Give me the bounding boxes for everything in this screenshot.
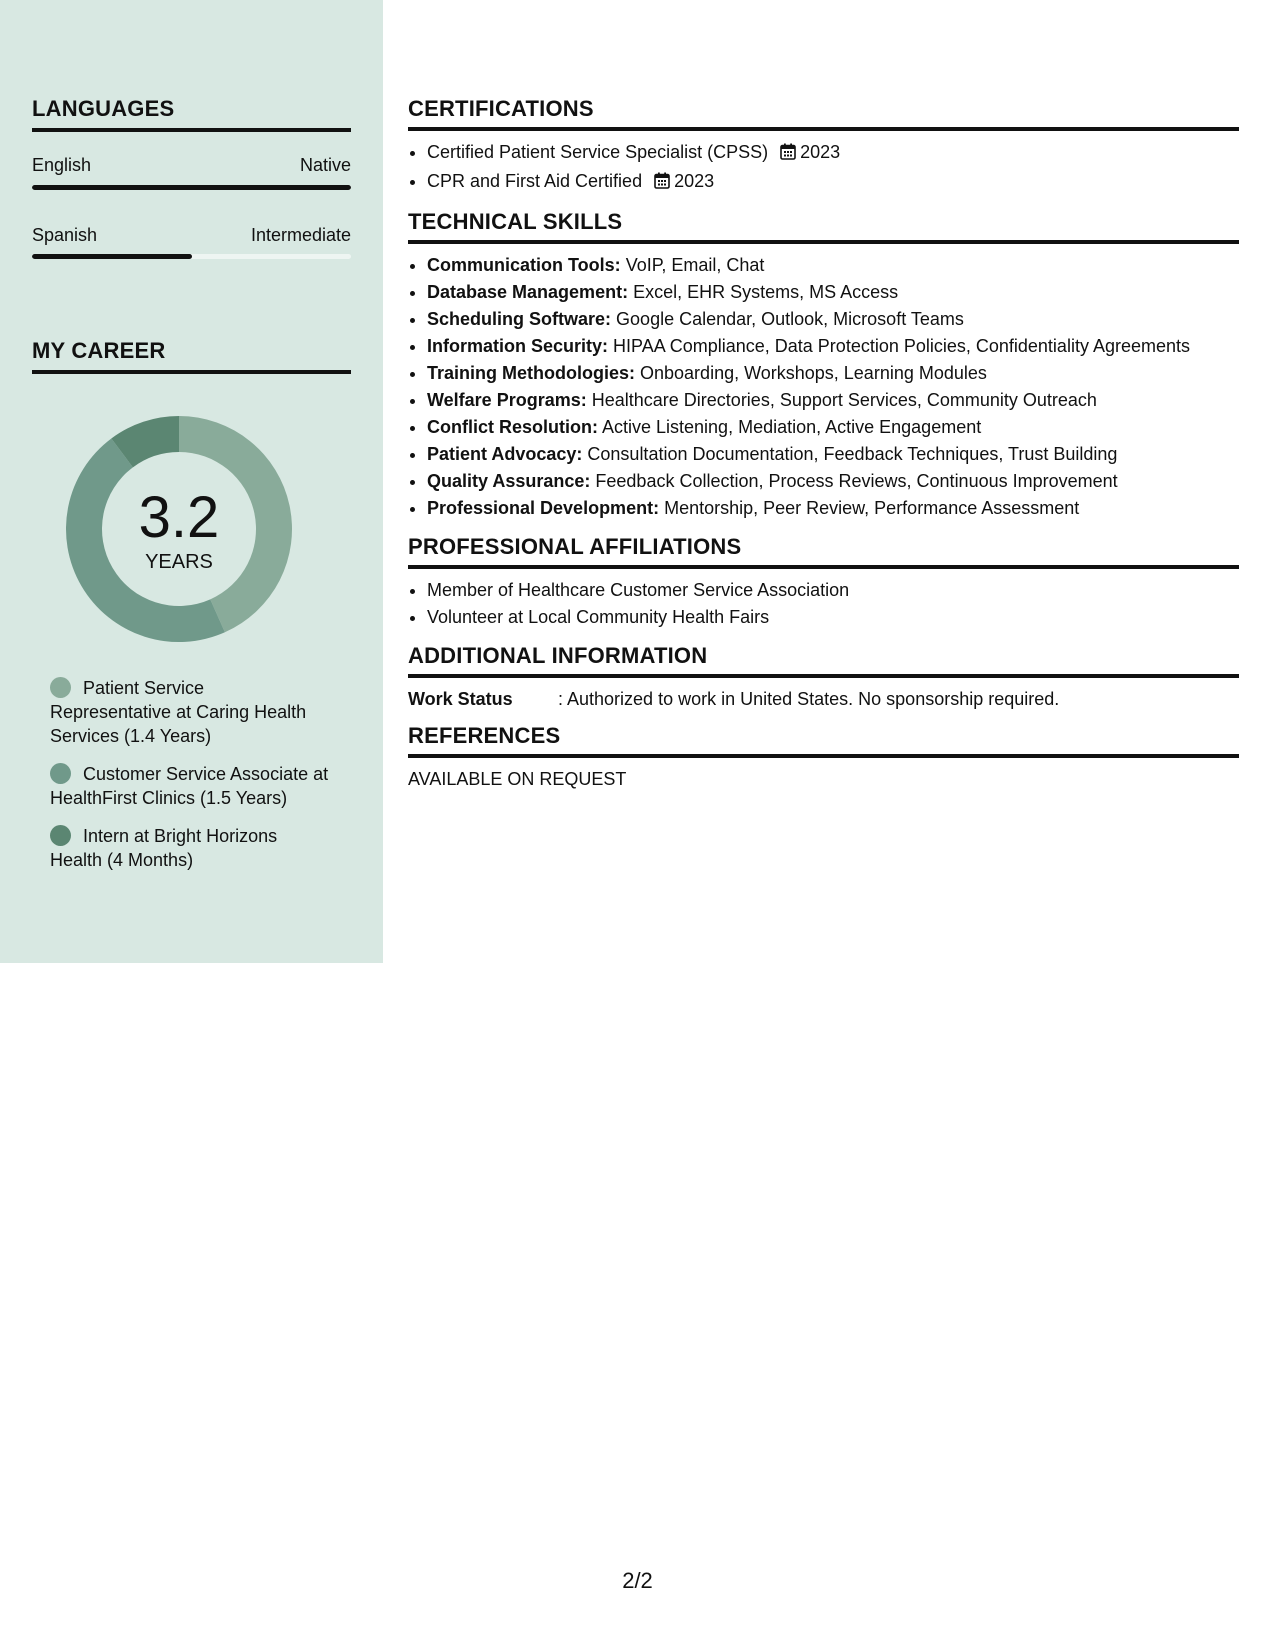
skill-item	[427, 360, 1239, 387]
work-status-value: : Authorized to work in United States. No sponsorship required.	[558, 689, 1060, 709]
skill-category: Training Methodologies:	[427, 363, 635, 383]
language-level: Intermediate	[250, 225, 351, 245]
career-legend-label: Customer Service Associate at HealthFirst Clinics (1.5 Years)	[50, 764, 329, 808]
skill-item	[427, 468, 1239, 495]
certification-name: Certified Patient Service Specialist (CPSS)	[427, 142, 769, 162]
career-total-value: 3.2	[138, 484, 220, 550]
skill-category: Quality Assurance:	[427, 471, 591, 491]
skill-values: HIPAA Compliance, Data Protection Policies, Confidentiality Agreements	[613, 336, 1190, 356]
legend-dot	[50, 825, 71, 846]
career-legend-item	[50, 762, 330, 810]
certification-item	[427, 139, 1239, 168]
skill-item	[427, 441, 1239, 468]
language-bar-fill	[32, 185, 351, 190]
career-donut-center	[66, 416, 292, 642]
skill-category: Conflict Resolution:	[427, 417, 598, 437]
skill-category: Professional Development:	[427, 498, 660, 518]
certification-year: 2023	[674, 171, 715, 191]
sidebar	[0, 0, 383, 963]
skill-category: Patient Advocacy:	[427, 444, 583, 464]
skill-values: Mentorship, Peer Review, Performance Assessment	[664, 498, 1080, 518]
certifications-list	[408, 139, 1239, 197]
affiliations-heading: PROFESSIONAL AFFILIATIONS	[408, 534, 1239, 569]
career-legend	[50, 676, 330, 886]
skill-values: Active Listening, Mediation, Active Engagement	[602, 417, 982, 437]
skill-values: VoIP, Email, Chat	[625, 255, 765, 275]
legend-dot	[50, 763, 71, 784]
skill-values: Consultation Documentation, Feedback Techniques, Trust Building	[587, 444, 1118, 464]
skill-values: Onboarding, Workshops, Learning Modules	[640, 363, 987, 383]
certification-year: 2023	[800, 142, 841, 162]
affiliations-list	[408, 577, 1239, 631]
language-bar-spanish	[32, 254, 351, 259]
career-legend-item	[50, 676, 330, 748]
page-number: 2/2	[622, 1568, 653, 1593]
language-name: English	[32, 155, 92, 175]
skill-values: Healthcare Directories, Support Services, Community Outreach	[591, 390, 1097, 410]
skill-item	[427, 495, 1239, 522]
skill-item	[427, 279, 1239, 306]
certification-item	[427, 168, 1239, 197]
skill-item	[427, 306, 1239, 333]
calendar-icon	[654, 170, 670, 197]
career-legend-item	[50, 824, 330, 872]
skill-item	[427, 414, 1239, 441]
additional-info-heading: ADDITIONAL INFORMATION	[408, 643, 1239, 678]
language-row-spanish	[32, 225, 351, 246]
career-legend-label: Patient Service Representative at Caring Health Services (1.4 Years)	[50, 678, 307, 746]
technical-skills-list	[408, 252, 1239, 522]
affiliation-item: • Member of Healthcare Customer Service Association	[427, 577, 1239, 604]
language-bar-fill	[32, 254, 192, 259]
references-heading: REFERENCES	[408, 723, 1239, 758]
technical-skills-heading: TECHNICAL SKILLS	[408, 209, 1239, 244]
skill-category: Scheduling Software:	[427, 309, 612, 329]
career-donut-chart	[66, 416, 292, 642]
career-total-unit: YEARS	[145, 550, 213, 573]
main-content	[408, 96, 1239, 793]
language-name: Spanish	[32, 225, 98, 245]
language-bar-english	[32, 185, 351, 190]
career-legend-label: Intern at Bright Horizons Health (4 Months)	[50, 826, 278, 870]
references-text: AVAILABLE ON REQUEST	[408, 769, 627, 789]
skill-item	[427, 252, 1239, 279]
skill-category: Welfare Programs:	[427, 390, 587, 410]
language-row-english	[32, 155, 351, 176]
languages-heading: LANGUAGES	[32, 96, 351, 132]
skill-category: Information Security:	[427, 336, 609, 356]
legend-dot	[50, 677, 71, 698]
skill-item	[427, 387, 1239, 414]
skill-category: Communication Tools:	[427, 255, 621, 275]
work-status-row	[408, 686, 1239, 713]
skill-category: Database Management:	[427, 282, 629, 302]
skill-values: Google Calendar, Outlook, Microsoft Teams	[616, 309, 964, 329]
calendar-icon	[780, 141, 796, 168]
skill-values: Excel, EHR Systems, MS Access	[633, 282, 899, 302]
skill-values: Feedback Collection, Process Reviews, Continuous Improvement	[595, 471, 1118, 491]
career-heading: MY CAREER	[32, 338, 351, 374]
certifications-heading: CERTIFICATIONS	[408, 96, 1239, 131]
work-status-label: Work Status	[408, 689, 513, 709]
affiliation-item: • Volunteer at Local Community Health Fairs	[427, 604, 1239, 631]
certification-name: CPR and First Aid Certified	[427, 171, 643, 191]
skill-item	[427, 333, 1239, 360]
language-level: Native	[299, 155, 351, 175]
